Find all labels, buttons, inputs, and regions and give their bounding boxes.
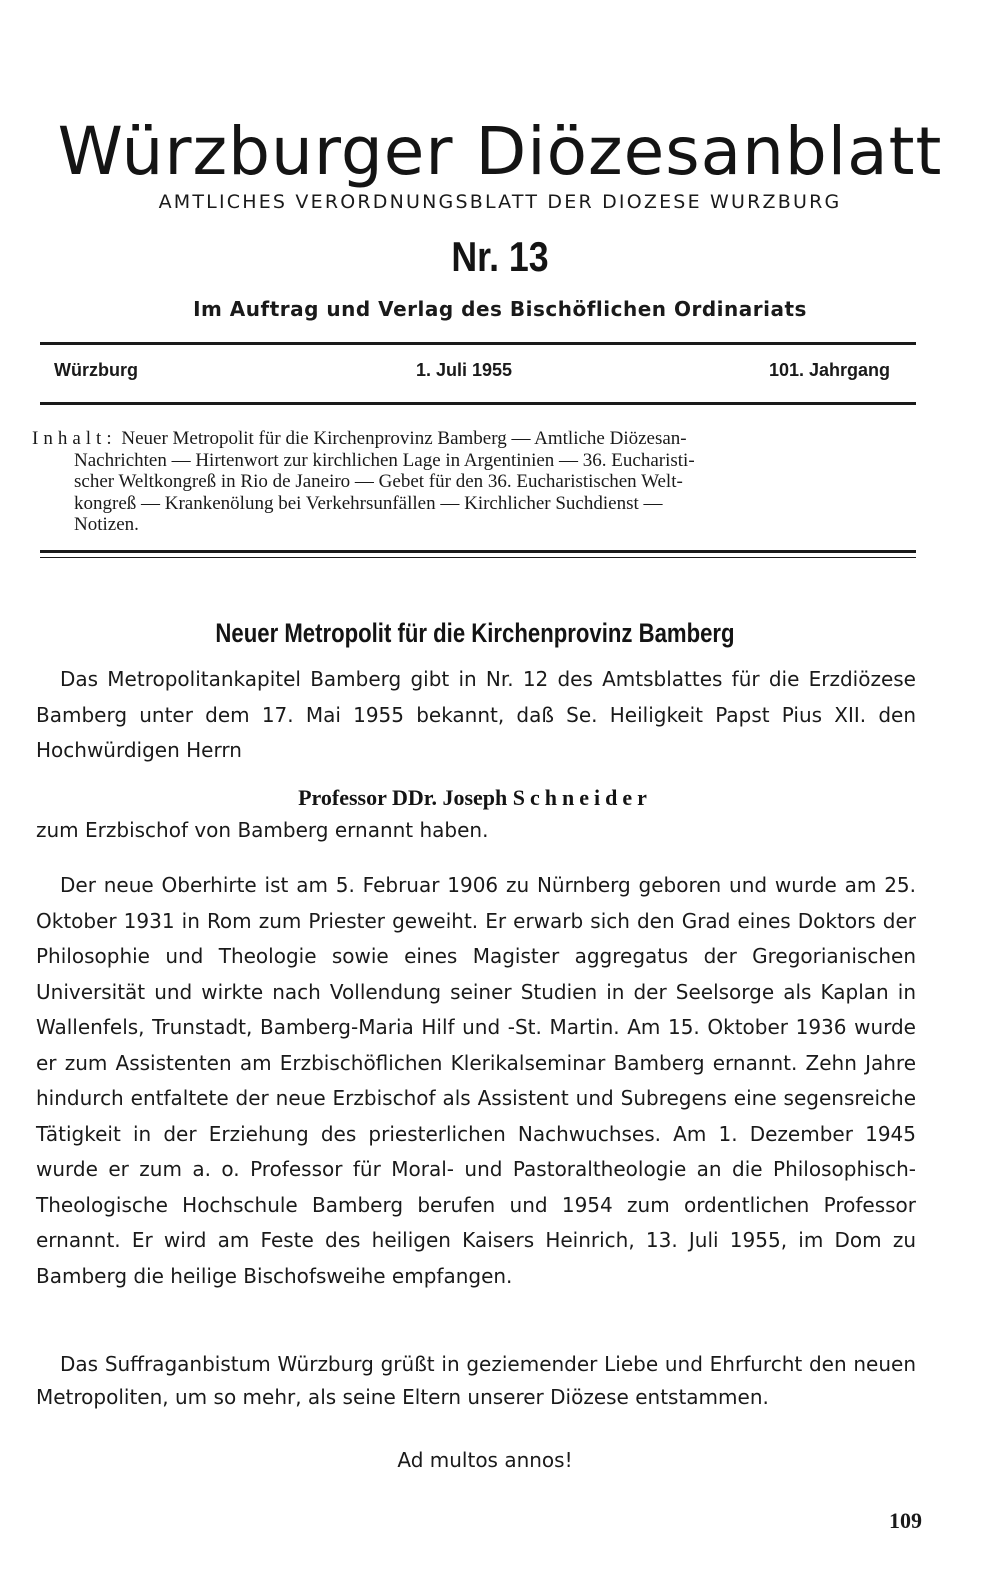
divider-rule: [40, 342, 916, 345]
article-intro: [36, 662, 916, 769]
publication-subtitle: AMTLICHES VERORDNUNGSBLATT DER DIOZESE WURZBURG: [158, 191, 842, 213]
publisher-line: Im Auftrag und Verlag des Bischöflichen Ordinariats: [193, 297, 807, 321]
article-heading: Neuer Metropolit für die Kirchenprovinz Bamberg: [215, 618, 735, 648]
divider-rule: [40, 550, 916, 553]
publication-title: Würzburger Diözesanblatt: [57, 113, 943, 190]
closing-salutation: Ad multos annos!: [397, 1448, 573, 1472]
intro-paragraph: Das Metropolitankapitel Bamberg gibt in Nr. 12 des Amtsblattes für die Erzdiözese Bamberg unter dem 17. Mai 1955 bekannt, daß Se. Heiligkeit Papst Pius XII. den Hochwürdigen Herrn: [36, 667, 916, 762]
article-biography: [36, 868, 916, 1294]
appointee-name: [0, 785, 950, 811]
dateline-place: Würzburg: [54, 360, 138, 380]
contents-line: kongreß — Krankenölung bei Verkehrsunfällen — Kirchlicher Suchdienst —: [74, 492, 663, 514]
appointee-surname: Schneider: [512, 785, 652, 810]
biography-paragraph: Der neue Oberhirte ist am 5. Februar 1906 zu Nürnberg geboren und wurde am 25. Oktober 1931 in Rom zum Priester geweiht. Er erwarb sich den Grad eines Doktors der Philosophie und Theologie sowie eines Magister aggregatus der Gregorianischen Universität und wirkte nach Vollendung seiner Studien in der Seelsorge als Kaplan in Wallenfels, Trunstadt, Bamberg-Maria Hilf und -St. Martin. Am 15. Oktober 1936 wurde er zum Assistenten am Erzbischöflichen Klerikalseminar Bamberg ernannt. Zehn Jahre hindurch entfaltete der neue Erzbischof als Assistent und Subregens eine segensreiche Tätigkeit in der Erziehung des priesterlichen Nachwuchses. Am 1. Dezember 1945 wurde er zum a. o. Professor für Moral- und Pastoraltheologie an die Philosophisch-Theologische Hochschule Bamberg berufen und 1954 zum ordentlichen Professor ernannt. Er wird am Feste des heiligen Kaisers Heinrich, 13. Juli 1955, im Dom zu Bamberg die heilige Bischofsweihe empfangen.: [36, 873, 916, 1288]
contents-line: Nachrichten — Hirtenwort zur kirchlichen Lage in Argentinien — 36. Eucharisti-: [74, 449, 695, 471]
contents-line: Neuer Metropolit für die Kirchenprovinz Bamberg — Amtliche Diözesan-: [121, 428, 687, 449]
greeting-paragraph: Das Suffraganbistum Würzburg grüßt in geziemender Liebe und Ehrfurcht den neuen Metropoliten, um so mehr, als seine Eltern unserer Diözese entstammen.: [36, 1352, 916, 1409]
divider-rule: [40, 557, 916, 558]
page-number: 109: [889, 1508, 922, 1533]
dateline-date: 1. Juli 1955: [416, 360, 513, 380]
divider-rule: [40, 402, 916, 405]
contents-line: scher Weltkongreß in Rio de Janeiro — Gebet für den 36. Eucharistischen Welt-: [74, 471, 683, 492]
appointee-title: Professor DDr. Joseph: [298, 785, 508, 810]
issue-number: Nr. 13: [451, 233, 549, 280]
article-greeting: [36, 1348, 916, 1414]
table-of-contents: [32, 428, 922, 536]
appointment-line: zum Erzbischof von Bamberg ernannt haben.: [36, 818, 489, 842]
dateline-volume: 101. Jahrgang: [768, 360, 890, 380]
contents-label: Inhalt:: [32, 428, 117, 449]
contents-line: Notizen.: [74, 514, 139, 535]
